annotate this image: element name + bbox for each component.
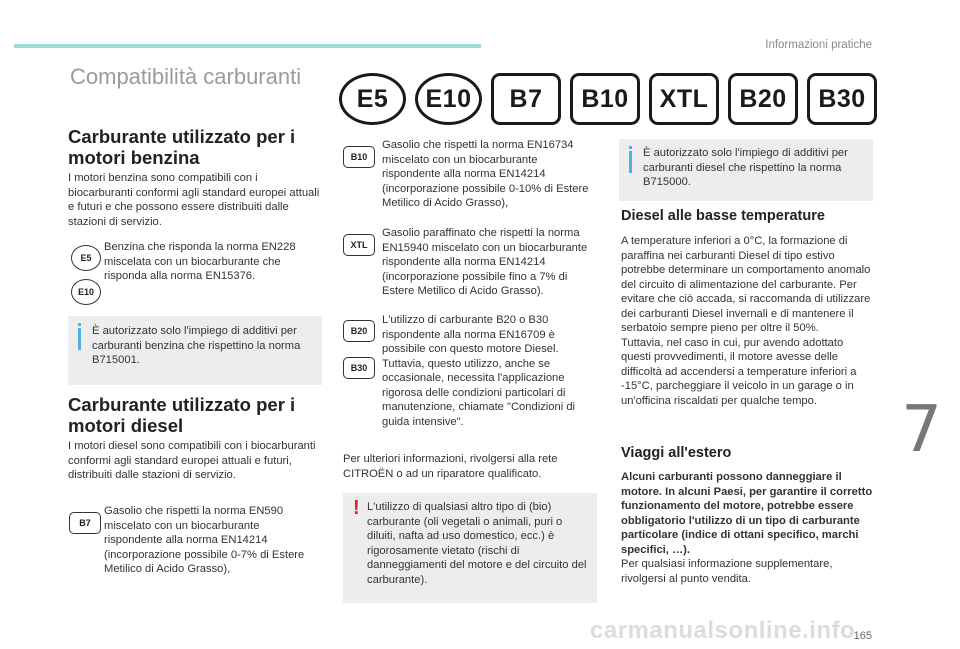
badge-e10: E10 — [415, 73, 482, 125]
badge-b20: B20 — [728, 73, 798, 125]
cold-paragraph-1: A temperature inferiori a 0°C, la formazione di paraffina nei carburanti Diesel di tipo estivo potrebbe determinare un comportamento anomalo del circuito di alimentazione del carburante. Per evitare che ciò accada, si raccomanda di utilizzare dei carburanti Diesel invernali e di mantenere il serbatoio sempre pieno per oltre il 50%. — [621, 235, 871, 334]
b7-desc: Gasolio che rispetti la norma EN590 miscelato con un biocarburante rispondente alla norma EN14214 (incorporazione possibile 0-7% di Estere Metilico di Acido Grasso), — [104, 505, 305, 575]
badge-b7: B7 — [491, 73, 561, 125]
small-badge-b20: B20 — [343, 320, 375, 342]
badge-e5: E5 — [339, 73, 406, 125]
fuel-badge-row — [339, 73, 877, 125]
diesel-heading — [68, 394, 328, 436]
warning-text: L'utilizzo di qualsiasi altro tipo di (bio) carburante (oli vegetali o animali, puri o diluiti, nafta ad uso domestico, ecc.) è rigorosamente vietato (rischi di danneggiamenti del motore e del circuito del carburante). — [367, 501, 587, 586]
petrol-intro: I motori benzina sono compatibili con i biocarburanti conformi agli standard europei attuali e futuri e che possono essere distribuiti dalle stazioni di servizio. — [68, 172, 320, 228]
cold-text — [621, 234, 873, 408]
small-badge-e5: E5 — [71, 245, 101, 271]
cold-paragraph-2: Tuttavia, nel caso in cui, pur avendo adottato questi provvedimenti, il motore avesse delle difficoltà ad accendersi a temperature inferiori a -15°C, parcheggiare il veicolo in un garage o in un'officina riscaldati per qualche tempo. — [621, 336, 857, 407]
header-accent-bar — [14, 44, 481, 48]
small-badge-b10: B10 — [343, 146, 375, 168]
small-badge-b7: B7 — [69, 512, 101, 534]
info-icon — [629, 151, 632, 173]
diesel-note-text: È autorizzato solo l'impiego di additivi per carburanti diesel che rispettino la norma B715000. — [643, 147, 848, 188]
petrol-note-text: È autorizzato solo l'impiego di additivi per carburanti benzina che rispettino la norma B715001. — [92, 325, 301, 366]
badge-b30: B30 — [807, 73, 877, 125]
petrol-additives-note — [68, 316, 322, 385]
badge-b10: B10 — [570, 73, 640, 125]
info-icon — [78, 328, 81, 350]
small-badge-e10: E10 — [71, 279, 101, 305]
section-header: Informazioni pratiche — [765, 39, 872, 51]
page-number: 165 — [853, 630, 872, 642]
xtl-desc: Gasolio paraffinato che rispetti la norma EN15940 miscelato con un biocarburante rispondente alla norma EN14214 (incorporazione possibile fino a 7% di Estere Metilico di Acido Grasso). — [382, 227, 588, 297]
petrol-heading-line1: Carburante utilizzato per i — [68, 126, 296, 147]
diesel-additives-note — [619, 139, 873, 201]
more-info: Per ulteriori informazioni, rivolgersi alla rete CITROËN o ad un riparatore qualificato. — [343, 453, 558, 480]
watermark: carmanualsonline.info — [590, 617, 856, 644]
cold-heading: Diesel alle basse temperature — [621, 208, 825, 224]
abroad-heading: Viaggi all'estero — [621, 445, 732, 461]
abroad-normal-text: Per qualsiasi informazione supplementare, rivolgersi al punto vendita. — [621, 558, 833, 585]
chapter-number: 7 — [901, 393, 942, 467]
b10-desc: Gasolio che rispetti la norma EN16734 miscelato con un biocarburante rispondente alla norma EN14214 (incorporazione possibile 0-10% di Estere Metilico di Acido Grasso), — [382, 139, 589, 209]
petrol-heading — [68, 126, 328, 168]
small-badge-b30: B30 — [343, 357, 375, 379]
diesel-heading-line2: motori diesel — [68, 415, 184, 436]
warning-icon: ! — [353, 497, 360, 519]
diesel-heading-line1: Carburante utilizzato per i — [68, 394, 296, 415]
petrol-heading-line2: motori benzina — [68, 147, 200, 168]
petrol-fuel-desc: Benzina che risponda la norma EN228 miscelata con un biocarburante che risponda alla norma EN15376. — [104, 241, 296, 282]
small-badge-xtl: XTL — [343, 234, 375, 256]
abroad-bold-text: Alcuni carburanti possono danneggiare il motore. In alcuni Paesi, per garantire il corretto funzionamento del motore, potrebbe essere obbligatorio l'utilizzo di un tipo di carburante particolare (indice di ottani specifico, marchi specifici, …). — [621, 471, 873, 556]
page-title: Compatibilità carburanti — [70, 64, 302, 89]
abroad-text — [621, 470, 873, 586]
badge-xtl: XTL — [649, 73, 719, 125]
fuel-warning-note — [343, 493, 597, 603]
b20-b30-desc: L'utilizzo di carburante B20 o B30 rispondente alla norma EN16709 è possibile con questo motore Diesel. Tuttavia, questo utilizzo, anche se occasionale, necessita l'applicazione rigorosa delle condizioni particolari di manutenzione, chiamate "Condizioni di guida intensive". — [382, 314, 576, 428]
diesel-intro: I motori diesel sono compatibili con i biocarburanti conformi agli standard europei attuali e futuri, distribuiti dalle stazioni di servizio. — [68, 440, 316, 481]
